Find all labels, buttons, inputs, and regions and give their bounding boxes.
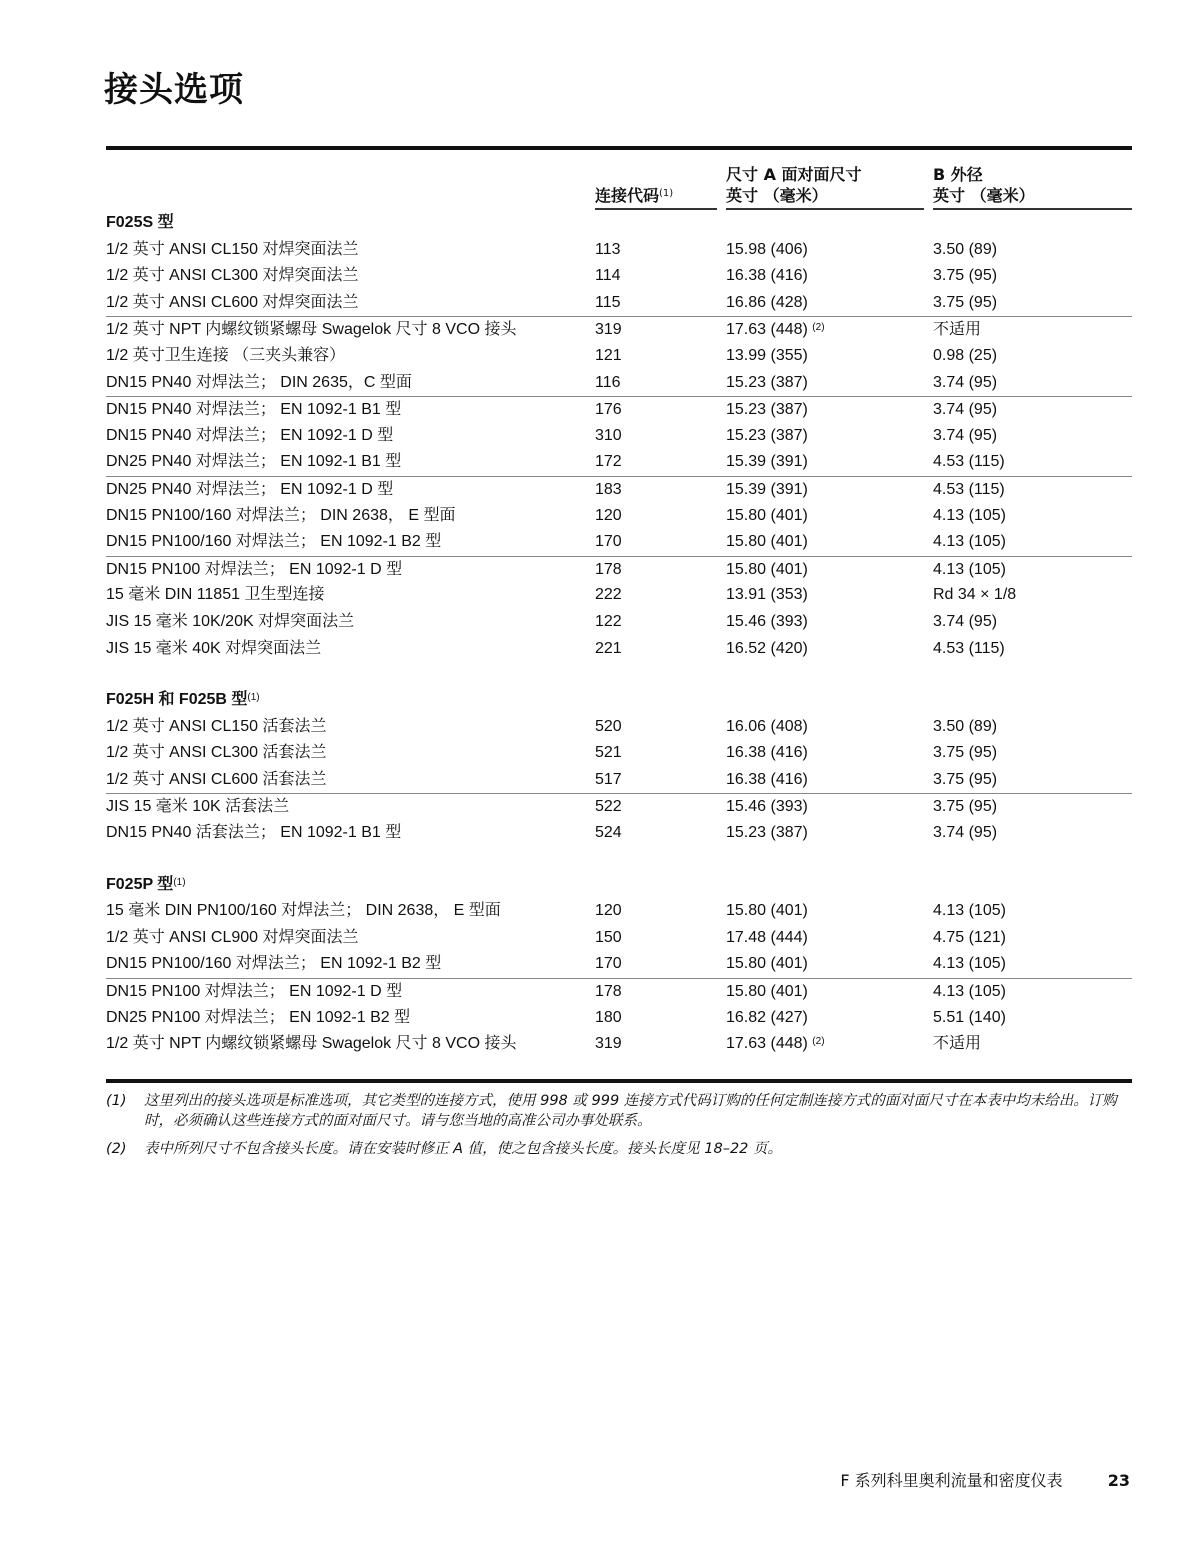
table-row (106, 609, 1132, 636)
cell-connection-name: DN15 PN100 对焊法兰； EN 1092-1 D 型 (106, 560, 403, 578)
cell-connection-name: JIS 15 毫米 40K 对焊突面法兰 (106, 639, 322, 657)
cell-dimension-a: 15.23 (387) (726, 824, 808, 842)
cell-connection-name: 15 毫米 DIN 11851 卫生型连接 (106, 586, 325, 604)
cell-dimension-b: 4.53 (115) (933, 480, 1005, 498)
cell-dimension-a: 15.23 (387) (726, 373, 808, 391)
table-row (106, 343, 1132, 370)
cell-connection-name: 1/2 英寸 ANSI CL150 对焊突面法兰 (106, 240, 359, 258)
cell-dimension-b: 3.74 (95) (933, 426, 998, 444)
cell-dimension-a: 17.48 (444) (726, 928, 808, 946)
cell-dimension-a: 15.39 (391) (726, 480, 808, 498)
cell-dimension-b: 3.75 (95) (933, 770, 998, 788)
section-title: F025H 和 F025B 型$^{(1)}$ (106, 691, 260, 709)
cell-dimension-b: 3.50 (89) (933, 240, 998, 258)
table-row (106, 714, 1132, 741)
cell-dimension-b: 3.75 (95) (933, 744, 998, 762)
page-number: 23 (1107, 1471, 1130, 1490)
footnote-2: (2) 表中所列尺寸不包含接头长度。请在安装时修正 A 值，使之包含接头长度。接头长度见 18–22 页。 (106, 1141, 783, 1157)
table-row (106, 636, 1132, 663)
cell-connection-name: 1/2 英寸 ANSI CL600 对焊突面法兰 (106, 293, 359, 311)
cell-connection-code: 178 (595, 560, 622, 578)
cell-connection-name: JIS 15 毫米 10K 活套法兰 (106, 798, 290, 816)
cell-connection-code: 222 (595, 586, 622, 604)
table-row (106, 263, 1132, 290)
cell-dimension-a: 16.82 (427) (726, 1008, 808, 1026)
header-dimension-a: 尺寸 A 面对面尺寸 英寸 （毫米） (726, 164, 924, 210)
footer-title: F 系列科里奥利流量和密度仪表 (840, 1471, 1063, 1490)
cell-connection-name: 1/2 英寸 ANSI CL900 对焊突面法兰 (106, 928, 359, 946)
table-row (106, 820, 1132, 847)
table-header (106, 150, 1132, 210)
cell-connection-code: 319 (595, 1035, 622, 1053)
cell-connection-name: DN15 PN40 活套法兰； EN 1092-1 B1 型 (106, 824, 402, 842)
cell-dimension-a: 15.46 (393) (726, 798, 808, 816)
cell-dimension-a: 15.23 (387) (726, 426, 808, 444)
cell-dimension-b: 4.13 (105) (933, 902, 1006, 920)
cell-connection-code: 178 (595, 983, 622, 1001)
section-title: F025P 型$^{(1)}$ (106, 875, 186, 893)
cell-dimension-b: 4.13 (105) (933, 533, 1006, 551)
page-footer (840, 1468, 1130, 1491)
cell-dimension-a: 17.63 (448) $^{(2)}$ (726, 1035, 825, 1053)
footnotes (106, 1091, 1136, 1167)
cell-dimension-a: 16.06 (408) (726, 717, 808, 735)
cell-dimension-b: 不适用 (933, 321, 982, 339)
connection-options-table (106, 150, 1132, 1058)
table-row (106, 1005, 1132, 1032)
cell-connection-name: DN15 PN40 对焊法兰； EN 1092-1 D 型 (106, 426, 394, 444)
cell-connection-code: 150 (595, 928, 622, 946)
cell-connection-code: 520 (595, 717, 622, 735)
cell-connection-name: DN15 PN40 对焊法兰； EN 1092-1 B1 型 (106, 401, 402, 419)
cell-dimension-a: 15.23 (387) (726, 401, 808, 419)
page-title: 接头选项 (104, 70, 244, 110)
cell-connection-name: DN15 PN100/160 对焊法兰； DIN 2638， E 型面 (106, 506, 456, 524)
table-row (106, 556, 1132, 583)
table-row (106, 423, 1132, 450)
cell-connection-code: 114 (595, 267, 621, 285)
cell-connection-name: DN15 PN100/160 对焊法兰； EN 1092-1 B2 型 (106, 533, 442, 551)
cell-connection-code: 524 (595, 824, 622, 842)
cell-dimension-b: 4.75 (121) (933, 928, 1006, 946)
table-row (106, 767, 1132, 794)
cell-connection-code: 120 (595, 506, 622, 524)
cell-connection-code: 122 (595, 612, 622, 630)
cell-dimension-a: 13.91 (353) (726, 586, 808, 604)
cell-connection-code: 517 (595, 770, 622, 788)
cell-dimension-b: 3.74 (95) (933, 824, 998, 842)
cell-connection-name: DN15 PN40 对焊法兰； DIN 2635，C 型面 (106, 373, 412, 391)
table-row (106, 316, 1132, 343)
cell-dimension-a: 16.52 (420) (726, 639, 808, 657)
table-row (106, 951, 1132, 978)
section-title: F025S 型 (106, 214, 174, 231)
cell-connection-name: 1/2 英寸 NPT 内螺纹锁紧螺母 Swagelok 尺寸 8 VCO 接头 (106, 321, 517, 339)
cell-dimension-a: 16.86 (428) (726, 293, 808, 311)
table-row (106, 1031, 1132, 1058)
cell-dimension-a: 15.80 (401) (726, 560, 808, 578)
section-gap (106, 847, 1132, 872)
table-row (106, 237, 1132, 264)
cell-dimension-a: 16.38 (416) (726, 770, 808, 788)
cell-dimension-b: Rd 34 × 1/8 (933, 586, 1017, 604)
table-row (106, 529, 1132, 556)
cell-dimension-a: 15.80 (401) (726, 902, 808, 920)
cell-connection-code: 319 (595, 321, 622, 339)
cell-connection-code: 116 (595, 373, 621, 391)
cell-connection-code: 221 (595, 639, 622, 657)
table-row (106, 793, 1132, 820)
cell-dimension-b: 3.74 (95) (933, 612, 998, 630)
bottom-rule (106, 1079, 1132, 1083)
cell-dimension-b: 4.13 (105) (933, 955, 1006, 973)
cell-connection-code: 120 (595, 902, 622, 920)
cell-connection-code: 172 (595, 453, 622, 471)
cell-connection-name: DN25 PN40 对焊法兰； EN 1092-1 B1 型 (106, 453, 402, 471)
cell-connection-code: 183 (595, 480, 622, 498)
cell-dimension-b: 3.75 (95) (933, 798, 998, 816)
cell-connection-code: 521 (595, 744, 622, 762)
cell-dimension-a: 15.39 (391) (726, 453, 808, 471)
table-row (106, 449, 1132, 476)
section-gap (106, 662, 1132, 687)
cell-dimension-a: 15.98 (406) (726, 240, 808, 258)
header-dimension-b: B 外径 英寸 （毫米） (933, 164, 1132, 210)
cell-connection-code: 121 (595, 346, 622, 364)
cell-connection-name: 15 毫米 DIN PN100/160 对焊法兰； DIN 2638， E 型面 (106, 902, 501, 920)
cell-dimension-a: 16.38 (416) (726, 267, 808, 285)
table-row (106, 740, 1132, 767)
cell-connection-name: 1/2 英寸 ANSI CL300 对焊突面法兰 (106, 267, 359, 285)
cell-dimension-b: 不适用 (933, 1035, 982, 1053)
cell-dimension-a: 15.80 (401) (726, 506, 808, 524)
cell-connection-name: DN15 PN100 对焊法兰； EN 1092-1 D 型 (106, 983, 403, 1001)
cell-dimension-b: 3.75 (95) (933, 293, 998, 311)
cell-connection-name: 1/2 英寸 ANSI CL600 活套法兰 (106, 770, 327, 788)
cell-dimension-b: 4.13 (105) (933, 983, 1006, 1001)
cell-connection-name: 1/2 英寸卫生连接 （三夹头兼容） (106, 346, 346, 364)
cell-connection-name: DN25 PN100 对焊法兰； EN 1092-1 B2 型 (106, 1008, 411, 1026)
header-connection-code: 连接代码$^{(1)}$ (595, 185, 717, 210)
cell-connection-name: DN15 PN100/160 对焊法兰； EN 1092-1 B2 型 (106, 955, 442, 973)
cell-dimension-b: 4.13 (105) (933, 560, 1006, 578)
cell-connection-code: 113 (595, 240, 621, 258)
cell-dimension-a: 15.80 (401) (726, 983, 808, 1001)
cell-dimension-b: 3.75 (95) (933, 267, 998, 285)
table-row (106, 898, 1132, 925)
cell-connection-code: 310 (595, 426, 622, 444)
cell-connection-code: 180 (595, 1008, 622, 1026)
cell-connection-code: 176 (595, 401, 622, 419)
footnote-1: (1) 这里列出的接头选项是标准选项，其它类型的连接方式，使用 998 或 999 连接方式代码订购的任何定制连接方式的面对面尺寸在本表中均未给出。订购时，必须确认这些连接方式的面对面尺寸。请与您当地的高准公司办事处联系。 (106, 1093, 1117, 1129)
cell-connection-code: 170 (595, 533, 622, 551)
cell-connection-name: JIS 15 毫米 10K/20K 对焊突面法兰 (106, 612, 355, 630)
cell-connection-name: 1/2 英寸 NPT 内螺纹锁紧螺母 Swagelok 尺寸 8 VCO 接头 (106, 1035, 517, 1053)
cell-dimension-b: 4.53 (115) (933, 639, 1005, 657)
cell-dimension-a: 17.63 (448) $^{(2)}$ (726, 321, 825, 339)
cell-dimension-b: 3.50 (89) (933, 717, 998, 735)
table-row (106, 370, 1132, 397)
cell-dimension-b: 4.53 (115) (933, 453, 1005, 471)
cell-dimension-a: 15.80 (401) (726, 955, 808, 973)
cell-dimension-a: 15.80 (401) (726, 533, 808, 551)
table-row (106, 396, 1132, 423)
cell-dimension-a: 16.38 (416) (726, 744, 808, 762)
cell-connection-code: 115 (595, 293, 621, 311)
table-row (106, 290, 1132, 317)
table-row (106, 476, 1132, 503)
cell-connection-name: 1/2 英寸 ANSI CL150 活套法兰 (106, 717, 327, 735)
table-row (106, 925, 1132, 952)
cell-connection-code: 170 (595, 955, 622, 973)
cell-connection-name: DN25 PN40 对焊法兰； EN 1092-1 D 型 (106, 480, 394, 498)
table-row (106, 978, 1132, 1005)
cell-connection-name: 1/2 英寸 ANSI CL300 活套法兰 (106, 744, 327, 762)
cell-dimension-a: 15.46 (393) (726, 612, 808, 630)
cell-dimension-b: 3.74 (95) (933, 373, 998, 391)
cell-dimension-b: 4.13 (105) (933, 506, 1006, 524)
cell-dimension-a: 13.99 (355) (726, 346, 808, 364)
cell-connection-code: 522 (595, 798, 622, 816)
table-row (106, 503, 1132, 530)
cell-dimension-b: 5.51 (140) (933, 1008, 1006, 1026)
table-body (106, 210, 1132, 1058)
cell-dimension-b: 3.74 (95) (933, 401, 998, 419)
table-row (106, 582, 1132, 609)
cell-dimension-b: 0.98 (25) (933, 346, 998, 364)
